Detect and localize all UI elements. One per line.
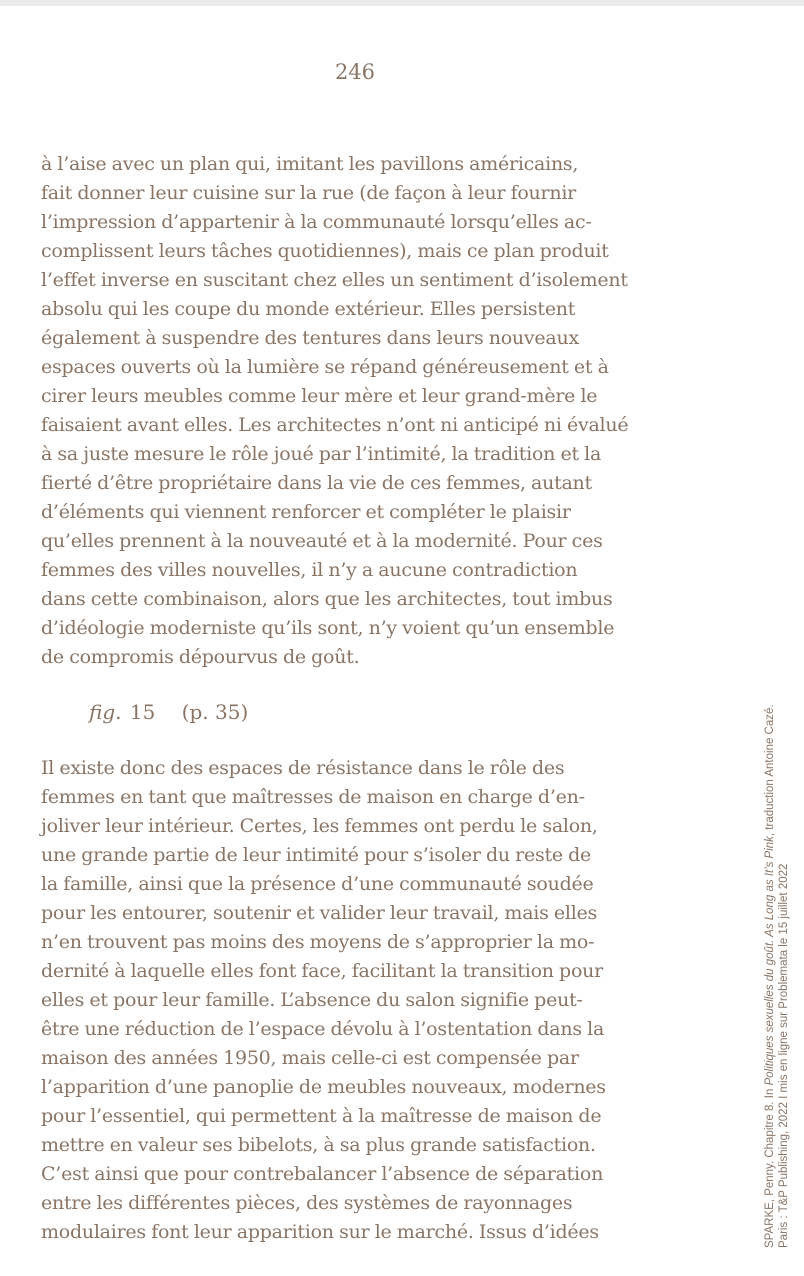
- text-line: être une réduction de l’espace dévolu à l’ostentation dans la: [41, 1018, 605, 1040]
- text-line: qu’elles prennent à la nouveauté et à la modernité. Pour ces: [41, 530, 603, 552]
- text-line: elles et pour leur famille. L’absence du salon signifie peut-: [41, 989, 583, 1011]
- text-line: espaces ouverts où la lumière se répand généreusement et à: [41, 356, 609, 378]
- side-credit-text: [763, 704, 791, 1248]
- text-line: pour les entourer, soutenir et valider leur travail, mais elles: [41, 902, 598, 924]
- figure-page-ref: (p. 35): [181, 700, 249, 724]
- text-line: faisaient avant elles. Les architectes n’ont ni anticipé ni évalué: [41, 414, 629, 436]
- text-line: mettre en valeur ses bibelots, à sa plus grande satisfaction.: [41, 1134, 596, 1156]
- text-line: cirer leurs meubles comme leur mère et leur grand-mère le: [41, 385, 598, 407]
- text-line: la famille, ainsi que la présence d’une communauté soudée: [41, 873, 594, 895]
- text-line: C’est ainsi que pour contrebalancer l’absence de séparation: [41, 1163, 604, 1185]
- text-line: dernité à laquelle elles font face, facilitant la transition pour: [41, 960, 603, 982]
- side-credit-prefix: SPARKE, Penny. Chapitre 8. In: [764, 1085, 776, 1248]
- figure-label: fig.: [89, 700, 122, 724]
- text-line: absolu qui les coupe du monde extérieur. Elles persistent: [41, 298, 576, 320]
- side-credit-title: Politiques sexuelles du goût. As Long as It’s Pink: [764, 836, 776, 1086]
- text-line: dans cette combinaison, alors que les architectes, tout imbus: [41, 588, 613, 610]
- text-line: entre les différentes pièces, des systèmes de rayonnages: [41, 1192, 573, 1214]
- paragraph-1-text: [41, 150, 673, 672]
- figure-reference[interactable]: [89, 700, 248, 724]
- text-line: l’impression d’appartenir à la communauté lorsqu’elles ac-: [41, 211, 592, 233]
- text-line: maison des années 1950, mais celle-ci est compensée par: [41, 1047, 579, 1069]
- text-line: de compromis dépourvus de goût.: [41, 646, 360, 668]
- side-credit: [763, 688, 791, 1248]
- side-credit-suffix: , traduction Antoine Cazé.: [764, 704, 776, 837]
- side-credit-line-2: Paris : T&P Publishing, 2022 I mis en ligne sur Problemata le 15 juillet 2022: [778, 863, 790, 1248]
- text-line: à sa juste mesure le rôle joué par l’intimité, la tradition et la: [41, 443, 602, 465]
- text-line: modulaires font leur apparition sur le marché. Issus d’idées: [41, 1221, 599, 1243]
- text-line: pour l’essentiel, qui permettent à la maîtresse de maison de: [41, 1105, 602, 1127]
- text-line: fait donner leur cuisine sur la rue (de façon à leur fournir: [41, 182, 576, 204]
- paragraph-2-text: [41, 754, 673, 1247]
- text-line: complissent leurs tâches quotidiennes), mais ce plan produit: [41, 240, 609, 262]
- text-line: femmes des villes nouvelles, il n’y a aucune contradiction: [41, 559, 578, 581]
- figure-number: 15: [129, 700, 156, 724]
- text-line: l’effet inverse en suscitant chez elles un sentiment d’isolement: [41, 269, 628, 291]
- text-line: fierté d’être propriétaire dans la vie de ces femmes, autant: [41, 472, 592, 494]
- text-line: l’apparition d’une panoplie de meubles nouveaux, modernes: [41, 1076, 606, 1098]
- text-line: n’en trouvent pas moins des moyens de s’approprier la mo-: [41, 931, 595, 953]
- text-line: joliver leur intérieur. Certes, les femmes ont perdu le salon,: [41, 815, 598, 837]
- side-credit-line-1: [763, 704, 777, 1248]
- page-number: 246: [334, 60, 376, 84]
- text-line: une grande partie de leur intimité pour s’isoler du reste de: [41, 844, 592, 866]
- text-line: également à suspendre des tentures dans leurs nouveaux: [41, 327, 579, 349]
- text-line: Il existe donc des espaces de résistance dans le rôle des: [41, 757, 565, 779]
- paragraph-2: [41, 754, 673, 1247]
- text-line: d’éléments qui viennent renforcer et compléter le plaisir: [41, 501, 571, 523]
- text-line: d’idéologie moderniste qu’ils sont, n’y voient qu’un ensemble: [41, 617, 615, 639]
- text-line: femmes en tant que maîtresses de maison en charge d’en-: [41, 786, 585, 808]
- text-line: à l’aise avec un plan qui, imitant les pavillons américains,: [41, 153, 579, 175]
- paragraph-1: [41, 150, 673, 672]
